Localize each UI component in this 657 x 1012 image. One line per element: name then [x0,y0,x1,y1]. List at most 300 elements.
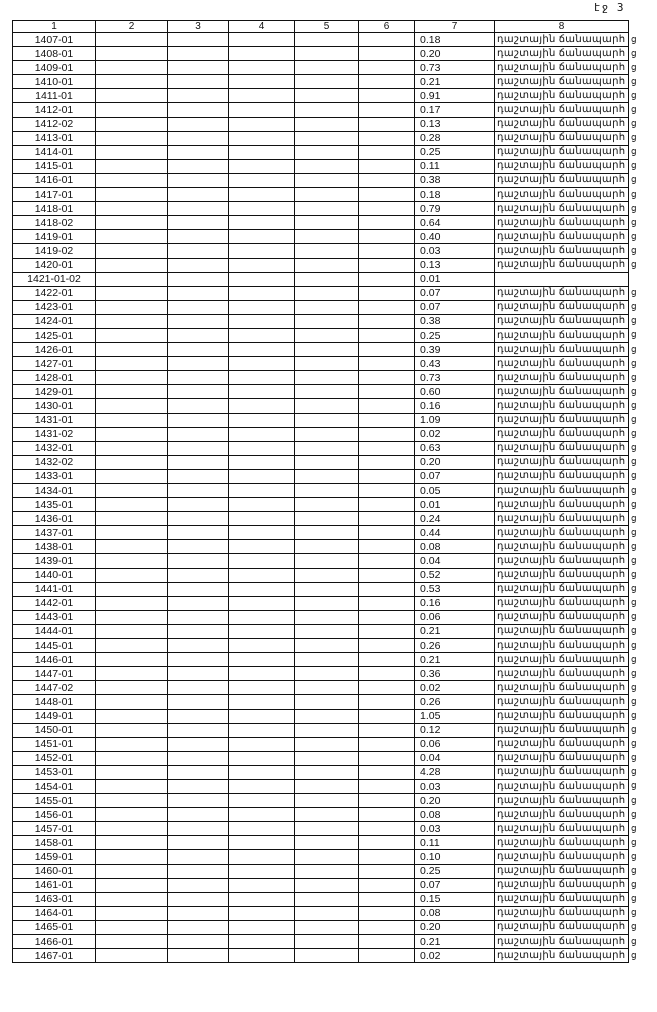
empty-cell [96,526,168,540]
empty-cell [168,624,229,638]
clipped-mark: ց [631,329,637,340]
empty-cell [295,131,359,145]
empty-cell [359,808,415,822]
clipped-mark: ց [631,498,637,509]
empty-cell [295,836,359,850]
land-use: դաշտային ճանապարհ [495,498,629,512]
empty-cell [359,610,415,624]
empty-cell [295,272,359,286]
parcel-code: 1412-01 [13,103,96,117]
table-row [13,906,629,920]
area-value: 0.13 [415,117,495,131]
land-use: դաշտային ճանապարհ [495,906,629,920]
empty-cell [96,371,168,385]
empty-cell [359,878,415,892]
land-use: դաշտային ճանապարհ [495,47,629,61]
empty-cell [96,159,168,173]
table-row [13,89,629,103]
land-use: դաշտային ճանապարհ [495,878,629,892]
land-use: դաշտային ճանապարհ [495,610,629,624]
empty-cell [359,667,415,681]
land-use: դաշտային ճանապարհ [495,103,629,117]
empty-cell [96,455,168,469]
empty-cell [359,906,415,920]
parcel-code: 1457-01 [13,822,96,836]
empty-cell [229,779,295,793]
parcel-code: 1444-01 [13,624,96,638]
parcel-code: 1414-01 [13,145,96,159]
empty-cell [359,779,415,793]
empty-cell [168,723,229,737]
table-row [13,667,629,681]
clipped-mark: ց [631,174,637,185]
table-row [13,47,629,61]
empty-cell [229,808,295,822]
parcel-code: 1435-01 [13,498,96,512]
table-row [13,413,629,427]
parcel-code: 1456-01 [13,808,96,822]
clipped-mark: ց [631,893,637,904]
empty-cell [168,653,229,667]
empty-cell [96,216,168,230]
area-value: 0.26 [415,695,495,709]
empty-cell [96,484,168,498]
empty-cell [229,878,295,892]
empty-cell [229,357,295,371]
area-value: 0.16 [415,596,495,610]
empty-cell [229,173,295,187]
empty-cell [96,864,168,878]
empty-cell [359,765,415,779]
empty-cell [359,286,415,300]
area-value: 0.20 [415,794,495,808]
page-number: էջ 3 [594,1,625,14]
empty-cell [229,455,295,469]
table-row [13,385,629,399]
table-row [13,33,629,47]
empty-cell [96,202,168,216]
area-value: 1.05 [415,709,495,723]
area-value: 0.01 [415,272,495,286]
empty-cell [229,610,295,624]
empty-cell [295,695,359,709]
empty-cell [229,765,295,779]
parcel-code: 1432-02 [13,455,96,469]
clipped-mark: ց [631,160,637,171]
empty-cell [295,385,359,399]
empty-cell [229,709,295,723]
empty-cell [359,441,415,455]
column-header: 2 [96,21,168,33]
clipped-mark: ց [631,385,637,396]
empty-cell [229,216,295,230]
table-row [13,695,629,709]
table-row [13,512,629,526]
empty-cell [168,75,229,89]
parcel-code: 1454-01 [13,779,96,793]
table-row [13,540,629,554]
table-row [13,639,629,653]
empty-cell [229,949,295,963]
empty-cell [229,624,295,638]
parcel-code: 1412-02 [13,117,96,131]
clipped-mark: ց [631,850,637,861]
empty-cell [359,173,415,187]
empty-cell [96,949,168,963]
empty-cell [295,878,359,892]
land-use: դաշտային ճանապարհ [495,89,629,103]
empty-cell [295,314,359,328]
empty-cell [229,33,295,47]
land-use: դաշտային ճանապարհ [495,413,629,427]
empty-cell [229,427,295,441]
empty-cell [359,484,415,498]
parcel-code: 1421-01-02 [13,272,96,286]
empty-cell [229,159,295,173]
empty-cell [229,653,295,667]
land-use: դաշտային ճանապարհ [495,117,629,131]
parcel-code: 1429-01 [13,385,96,399]
empty-cell [359,949,415,963]
clipped-mark: ց [631,512,637,523]
parcel-code: 1409-01 [13,61,96,75]
empty-cell [168,737,229,751]
empty-cell [295,624,359,638]
empty-cell [168,484,229,498]
table-row [13,892,629,906]
clipped-mark: ց [631,540,637,551]
empty-cell [295,765,359,779]
empty-cell [295,371,359,385]
empty-cell [96,878,168,892]
empty-cell [229,469,295,483]
parcel-code: 1461-01 [13,878,96,892]
clipped-mark: ց [631,780,637,791]
empty-cell [229,202,295,216]
area-value: 1.09 [415,413,495,427]
table-row [13,484,629,498]
land-use: դաշտային ճանապարհ [495,737,629,751]
empty-cell [96,892,168,906]
table-row [13,272,629,286]
empty-cell [168,610,229,624]
table-row [13,441,629,455]
empty-cell [96,779,168,793]
column-header: 6 [359,21,415,33]
empty-cell [229,751,295,765]
empty-cell [295,822,359,836]
empty-cell [295,441,359,455]
empty-cell [295,794,359,808]
land-use: դաշտային ճանապարհ [495,202,629,216]
table-row [13,300,629,314]
parcel-code: 1420-01 [13,258,96,272]
empty-cell [96,89,168,103]
area-value: 0.07 [415,878,495,892]
land-use: դաշտային ճանապարհ [495,286,629,300]
empty-cell [96,935,168,949]
clipped-mark: ց [631,75,637,86]
clipped-mark: ց [631,470,637,481]
clipped-mark: ց [631,794,637,805]
land-use: դաշտային ճանապարհ [495,723,629,737]
empty-cell [168,920,229,934]
empty-cell [359,145,415,159]
empty-cell [96,258,168,272]
empty-cell [229,343,295,357]
empty-cell [96,540,168,554]
empty-cell [359,568,415,582]
table-row [13,188,629,202]
empty-cell [96,610,168,624]
area-value: 0.44 [415,526,495,540]
parcel-code: 1423-01 [13,300,96,314]
empty-cell [229,723,295,737]
parcel-code: 1432-01 [13,441,96,455]
land-use: դաշտային ճանապարհ [495,455,629,469]
empty-cell [295,286,359,300]
empty-cell [229,498,295,512]
parcel-code: 1425-01 [13,328,96,342]
clipped-mark: ց [631,399,637,410]
clipped-mark: ց [631,287,637,298]
land-use: դաշտային ճանապարհ [495,343,629,357]
empty-cell [168,526,229,540]
empty-cell [359,822,415,836]
parcel-code: 1428-01 [13,371,96,385]
land-use: դաշտային ճանապարհ [495,751,629,765]
clipped-mark: ց [631,442,637,453]
land-use: դաշտային ճանապարհ [495,596,629,610]
empty-cell [168,512,229,526]
area-value: 0.25 [415,328,495,342]
empty-cell [359,455,415,469]
empty-cell [359,202,415,216]
empty-cell [295,173,359,187]
land-use: դաշտային ճանապարհ [495,441,629,455]
empty-cell [96,667,168,681]
area-value: 0.03 [415,822,495,836]
empty-cell [295,258,359,272]
clipped-mark: ց [631,681,637,692]
land-use: դաշտային ճանապարհ [495,357,629,371]
empty-cell [168,272,229,286]
empty-cell [359,188,415,202]
empty-cell [295,399,359,413]
empty-cell [168,103,229,117]
empty-cell [359,258,415,272]
table-row [13,610,629,624]
empty-cell [359,47,415,61]
land-use: դաշտային ճանապարհ [495,145,629,159]
area-value: 0.04 [415,554,495,568]
parcel-code: 1411-01 [13,89,96,103]
clipped-mark: ց [631,301,637,312]
land-use: դաշտային ճանապարհ [495,935,629,949]
clipped-mark: ց [631,33,637,44]
empty-cell [229,188,295,202]
header-row [13,21,629,33]
table-row [13,596,629,610]
empty-cell [168,850,229,864]
empty-cell [96,751,168,765]
area-value: 0.04 [415,751,495,765]
area-value: 0.10 [415,850,495,864]
empty-cell [229,371,295,385]
empty-cell [229,906,295,920]
clipped-mark: ց [631,343,637,354]
empty-cell [295,737,359,751]
land-use: դաշտային ճանապարհ [495,469,629,483]
table-row [13,145,629,159]
table-row [13,737,629,751]
empty-cell [229,300,295,314]
empty-cell [168,202,229,216]
clipped-mark: ց [631,653,637,664]
clipped-mark: ց [631,47,637,58]
area-value: 0.07 [415,286,495,300]
empty-cell [295,61,359,75]
parcel-code: 1410-01 [13,75,96,89]
empty-cell [168,949,229,963]
table-row [13,498,629,512]
empty-cell [295,455,359,469]
land-use: դաշտային ճանապարհ [495,892,629,906]
parcel-code: 1422-01 [13,286,96,300]
land-use: դաշտային ճանապարհ [495,540,629,554]
empty-cell [96,596,168,610]
empty-cell [168,794,229,808]
empty-cell [295,850,359,864]
empty-cell [359,864,415,878]
land-use: դաշտային ճանապարհ [495,850,629,864]
empty-cell [96,117,168,131]
parcel-code: 1416-01 [13,173,96,187]
empty-cell [168,836,229,850]
empty-cell [229,596,295,610]
empty-cell [229,314,295,328]
area-value: 0.20 [415,47,495,61]
table-row [13,328,629,342]
empty-cell [96,836,168,850]
empty-cell [96,75,168,89]
area-value: 0.26 [415,639,495,653]
empty-cell [168,639,229,653]
empty-cell [96,385,168,399]
empty-cell [96,850,168,864]
table-row [13,751,629,765]
table-row [13,681,629,695]
empty-cell [229,328,295,342]
area-value: 0.07 [415,300,495,314]
area-value: 0.20 [415,920,495,934]
empty-cell [295,145,359,159]
empty-cell [229,47,295,61]
table-row [13,469,629,483]
empty-cell [96,920,168,934]
empty-cell [96,765,168,779]
empty-cell [295,498,359,512]
area-value: 0.21 [415,653,495,667]
empty-cell [295,117,359,131]
empty-cell [295,357,359,371]
table-row [13,779,629,793]
area-value: 0.08 [415,808,495,822]
empty-cell [168,864,229,878]
empty-cell [168,582,229,596]
empty-cell [295,582,359,596]
land-use: դաշտային ճանապարհ [495,709,629,723]
empty-cell [96,568,168,582]
parcel-code: 1453-01 [13,765,96,779]
empty-cell [168,216,229,230]
empty-cell [229,822,295,836]
area-value: 0.17 [415,103,495,117]
clipped-mark: ց [631,103,637,114]
empty-cell [229,639,295,653]
clipped-mark: ց [631,61,637,72]
empty-cell [168,258,229,272]
clipped-mark: ց [631,667,637,678]
empty-cell [229,526,295,540]
empty-cell [168,173,229,187]
area-value: 0.11 [415,836,495,850]
empty-cell [96,399,168,413]
table-row [13,357,629,371]
empty-cell [168,779,229,793]
land-use: դաշտային ճանապարհ [495,667,629,681]
empty-cell [229,850,295,864]
empty-cell [295,892,359,906]
table-row [13,427,629,441]
empty-cell [96,103,168,117]
land-use: դաշտային ճանապարհ [495,949,629,963]
parcel-code: 1434-01 [13,484,96,498]
empty-cell [168,751,229,765]
clipped-mark: ց [631,230,637,241]
empty-cell [359,540,415,554]
parcel-code: 1419-02 [13,244,96,258]
clipped-mark: ց [631,935,637,946]
land-use: դաշտային ճանապարհ [495,131,629,145]
empty-cell [96,145,168,159]
land-use: դաշտային ճանապարհ [495,624,629,638]
empty-cell [96,61,168,75]
parcel-code: 1442-01 [13,596,96,610]
land-use: դաշտային ճանապարհ [495,695,629,709]
clipped-mark: ց [631,357,637,368]
table-row [13,808,629,822]
empty-cell [359,103,415,117]
empty-cell [229,836,295,850]
table-row [13,723,629,737]
land-use: դաշտային ճանապարհ [495,188,629,202]
empty-cell [295,808,359,822]
empty-cell [295,343,359,357]
empty-cell [229,864,295,878]
clipped-mark: ց [631,371,637,382]
empty-cell [295,103,359,117]
clipped-mark: ց [631,188,637,199]
empty-cell [168,371,229,385]
clipped-mark: ց [631,414,637,425]
empty-cell [96,681,168,695]
empty-cell [168,540,229,554]
table-row [13,258,629,272]
empty-cell [359,413,415,427]
parcel-code: 1437-01 [13,526,96,540]
empty-cell [96,822,168,836]
